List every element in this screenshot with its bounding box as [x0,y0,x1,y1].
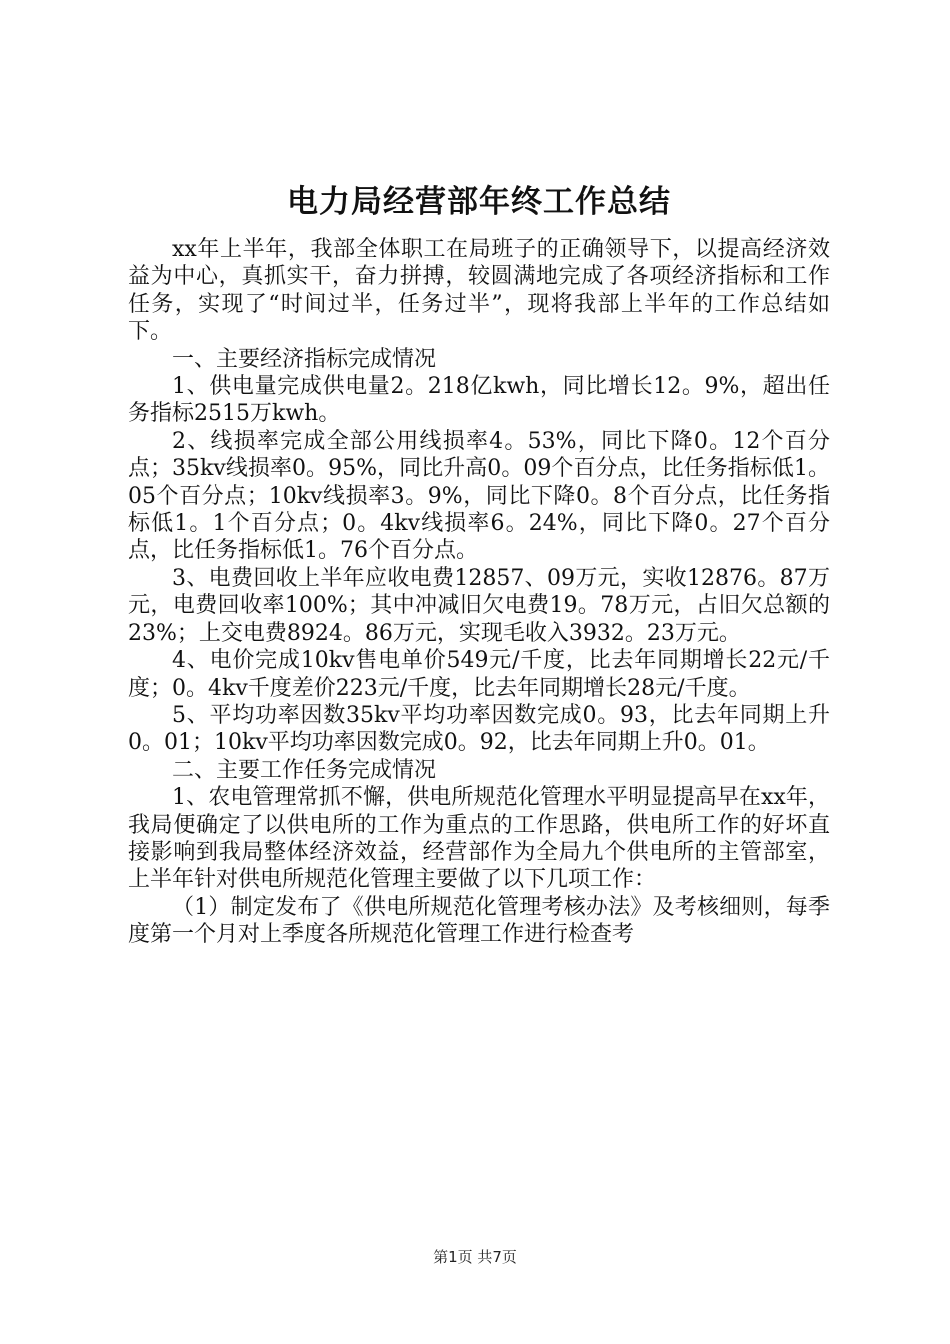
paragraph-item-3: 3、电费回收上半年应收电费12857、09万元，实收12876。87万元，电费回收率100%；其中冲减旧欠电费19。78万元，占旧欠总额的23%；上交电费8924。86万元，实现毛收入3932。23万元。 [128,565,830,646]
section-heading-1: 一、主要经济指标完成情况 [172,346,437,372]
paragraph-item-4: 4、电价完成10kv售电单价549元/千度，比去年同期增长22元/千度；0。4kv千度差价223元/千度，比去年同期增长28元/千度。 [128,648,830,701]
page-footer: 第1页 共7页 [433,1248,517,1266]
paragraph-item-1: 1、供电量完成供电量2。218亿kwh，同比增长12。9%，超出任务指标2515万kwh。 [128,374,830,427]
paragraph-intro: xx年上半年，我部全体职工在局班子的正确领导下，以提高经济效益为中心，真抓实干，奋力拼搏，较圆满地完成了各项经济指标和工作任务，实现了“时间过半，任务过半”，现将我部上半年的工作总结如下。 [128,237,830,345]
document-title: 电力局经营部年终工作总结 [287,184,671,220]
paragraph-item-5: 5、平均功率因数35kv平均功率因数完成0。93，比去年同期上升0。01；10kv平均功率因数完成0。92，比去年同期上升0。01。 [128,702,830,756]
document-page [128,180,830,949]
paragraph-task-1-sub-1: （1）制定发布了《供电所规范化管理考核办法》及考核细则，每季度第一个月对上季度各所规范化管理工作进行检查考 [128,894,830,948]
section-heading-2: 二、主要工作任务完成情况 [172,757,437,783]
paragraph-task-1: 1、农电管理常抓不懈，供电所规范化管理水平明显提高早在xx年，我局便确定了以供电所的工作为重点的工作思路，供电所工作的好坏直接影响到我局整体经济效益，经营部作为全局九个供电所的主管部室，上半年针对供电所规范化管理主要做了以下几项工作： [128,785,830,893]
paragraph-item-2: 2、线损率完成全部公用线损率4。53%，同比下降0。12个百分点；35kv线损率0。95%，同比升高0。09个百分点，比任务指标低1。05个百分点；10kv线损率3。9%，同比下降0。8个百分点，比任务指标低1。1个百分点；0。4kv线损率6。24%，同比下降0。27个百分点，比任务指标低1。76个百分点。 [128,428,830,564]
